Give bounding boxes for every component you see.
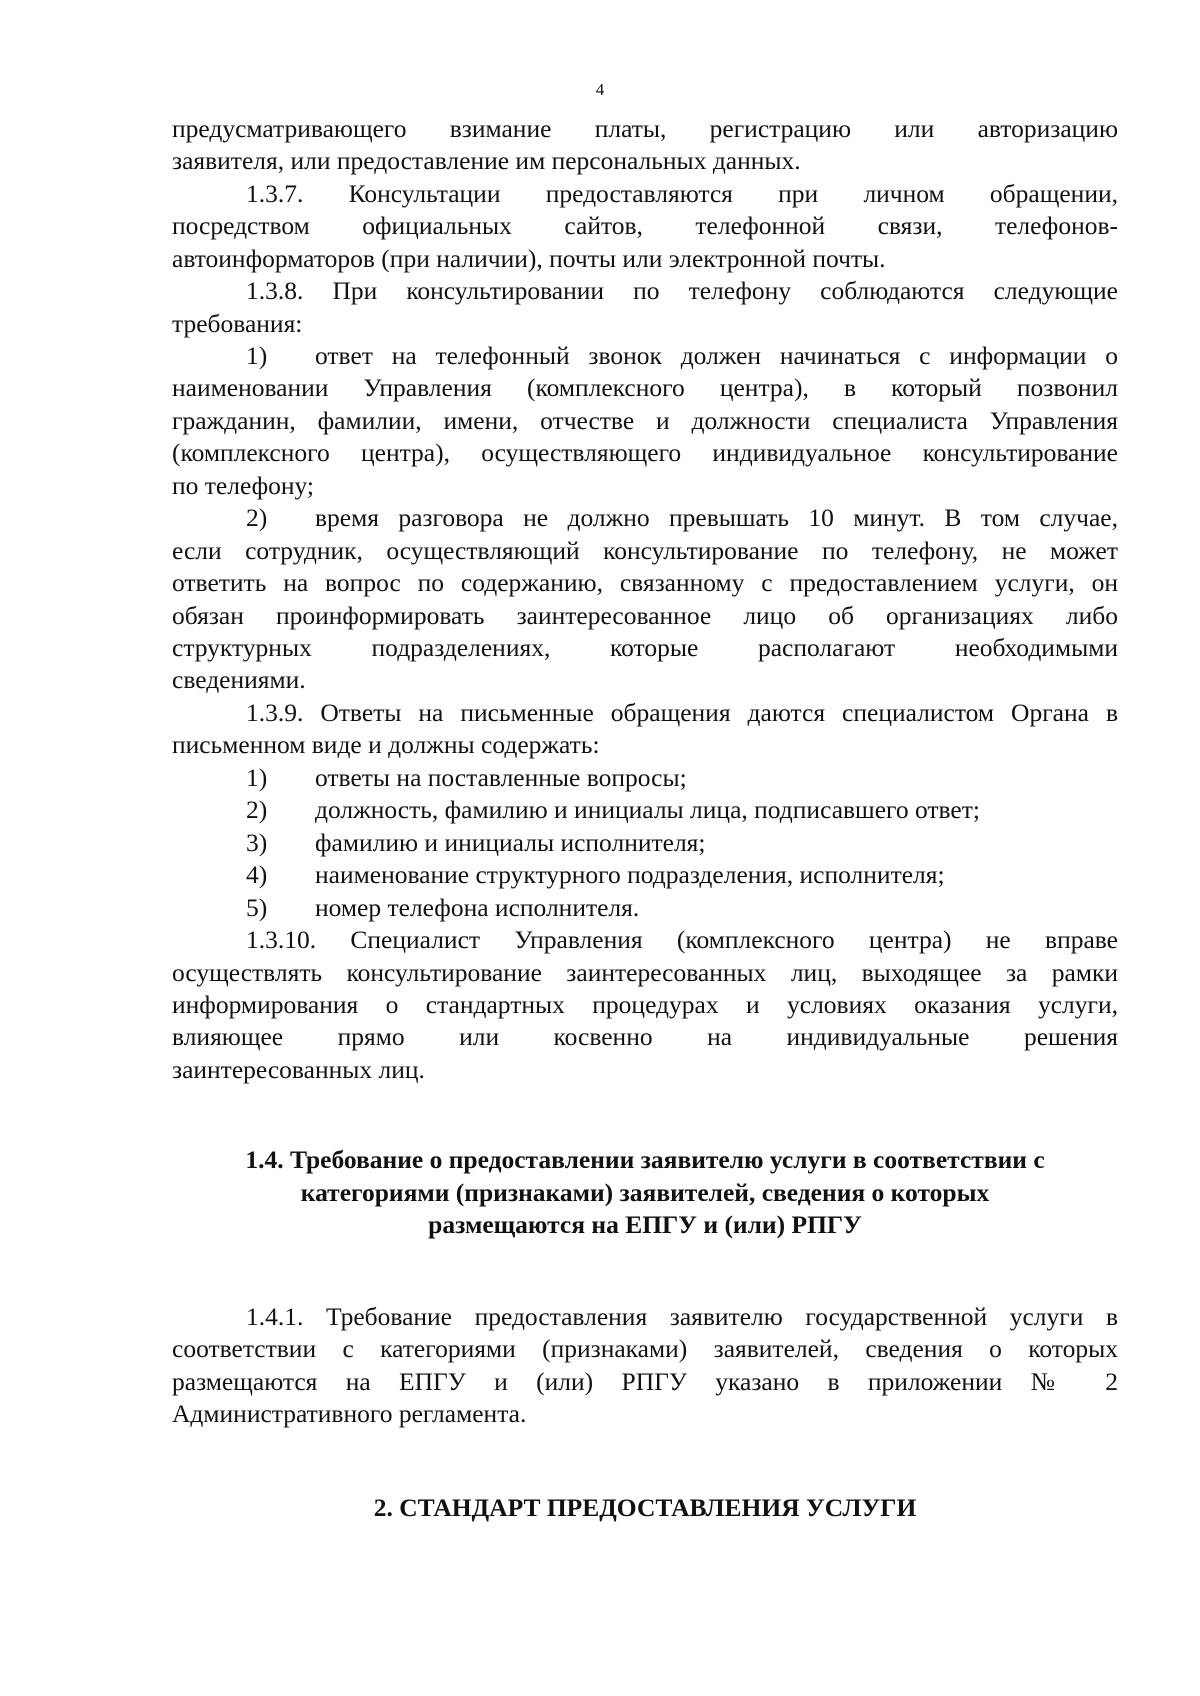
paragraph-line: если сотрудник, осуществляющий консультирование по телефону, не может <box>172 536 1118 565</box>
page-number: 4 <box>595 80 605 99</box>
list-item: ответы на поставленные вопросы; <box>315 763 687 792</box>
paragraph-line: заявителя, или предоставление им персональных данных. <box>172 146 801 175</box>
paragraph-line: гражданин, фамилии, имени, отчестве и должности специалиста Управления <box>172 406 1118 435</box>
paragraph-line: посредством официальных сайтов, телефонной связи, телефонов- <box>172 211 1118 240</box>
paragraph-line: требования: <box>172 309 303 338</box>
list-number: 1) <box>246 763 268 792</box>
paragraph-line: заинтересованных лиц. <box>172 1055 425 1084</box>
paragraph-line: 1.3.8. При консультировании по телефону соблюдаются следующие <box>246 276 1118 305</box>
paragraph-line: ответить на вопрос по содержанию, связанному с предоставлением услуги, он <box>172 568 1118 597</box>
section-heading-line: категориями (признаками) заявителей, сведения о которых <box>300 1178 990 1207</box>
paragraph-line: сведениями. <box>172 665 306 694</box>
section-heading-line: размещаются на ЕПГУ и (или) РПГУ <box>428 1210 862 1239</box>
paragraph-line: 1.4.1. Требование предоставления заявителю государственной услуги в <box>246 1302 1118 1331</box>
paragraph-line: Административного регламента. <box>172 1399 527 1428</box>
section-title: 2. СТАНДАРТ ПРЕДОСТАВЛЕНИЯ УСЛУГИ <box>373 1493 917 1522</box>
paragraph-line: структурных подразделениях, которые располагают необходимыми <box>172 633 1118 662</box>
paragraph-line: 1.3.10. Специалист Управления (комплексного центра) не вправе <box>246 925 1118 954</box>
list-item: фамилию и инициалы исполнителя; <box>315 828 706 857</box>
list-item: должность, фамилию и инициалы лица, подписавшего ответ; <box>315 795 980 824</box>
paragraph-line: 1.3.7. Консультации предоставляются при личном обращении, <box>246 179 1118 208</box>
paragraph-line: письменном виде и должны содержать: <box>172 730 600 759</box>
list-item: номер телефона исполнителя. <box>315 893 640 922</box>
paragraph-line: ответ на телефонный звонок должен начинаться с информации о <box>315 341 1118 370</box>
paragraph-line: время разговора не должно превышать 10 минут. В том случае, <box>315 503 1118 532</box>
list-number: 3) <box>246 828 268 857</box>
section-heading-line: 1.4. Требование о предоставлении заявителю услуги в соответствии с <box>245 1145 1045 1174</box>
paragraph-line: обязан проинформировать заинтересованное лицо об организациях либо <box>172 601 1118 630</box>
paragraph-line: наименовании Управления (комплексного центра), в который позвонил <box>172 373 1118 402</box>
list-number: 4) <box>246 860 268 889</box>
paragraph-line: размещаются на ЕПГУ и (или) РПГУ указано в приложении № 2 <box>172 1367 1118 1396</box>
paragraph-line: предусматривающего взимание платы, регистрацию или авторизацию <box>172 114 1118 143</box>
paragraph-line: информирования о стандартных процедурах и условиях оказания услуги, <box>172 990 1118 1019</box>
paragraph-line: осуществлять консультирование заинтересованных лиц, выходящее за рамки <box>172 958 1118 987</box>
paragraph-line: соответствии с категориями (признаками) заявителей, сведения о которых <box>172 1334 1118 1363</box>
list-number: 5) <box>246 893 268 922</box>
list-number: 1) <box>246 341 268 370</box>
paragraph-line: 1.3.9. Ответы на письменные обращения даются специалистом Органа в <box>246 698 1118 727</box>
paragraph-line: влияющее прямо или косвенно на индивидуальные решения <box>172 1022 1118 1051</box>
list-number: 2) <box>246 795 268 824</box>
paragraph-line: по телефону; <box>172 471 315 500</box>
paragraph-line: (комплексного центра), осуществляющего индивидуальное консультирование <box>172 438 1118 467</box>
list-item: наименование структурного подразделения, исполнителя; <box>315 860 945 889</box>
list-number: 2) <box>246 503 268 532</box>
paragraph-line: автоинформаторов (при наличии), почты или электронной почты. <box>172 244 886 273</box>
